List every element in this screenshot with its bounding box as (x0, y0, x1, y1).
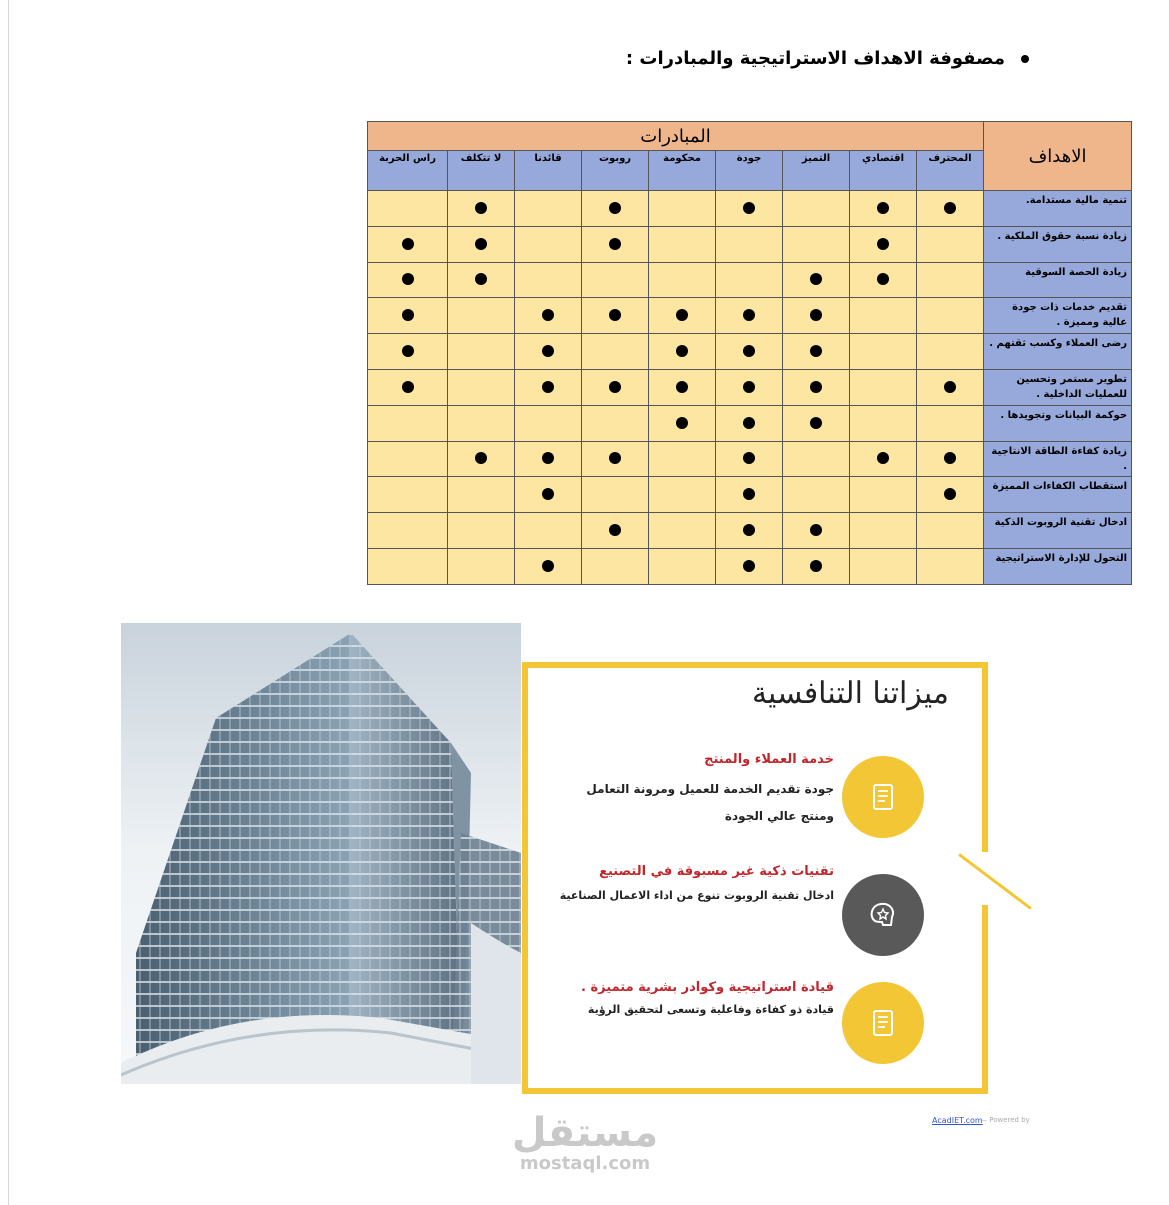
dot-marker (609, 524, 621, 536)
matrix-cell (582, 477, 649, 513)
section-heading (626, 48, 1029, 69)
matrix-cell (716, 405, 783, 441)
matrix-cell (649, 369, 716, 405)
matrix-cell (649, 298, 716, 334)
dot-marker (609, 309, 621, 321)
matrix-cell (716, 477, 783, 513)
feature-desc-3: قيادة ذو كفاءة وفاعلية وتسعى لتحقيق الرؤية (587, 1003, 834, 1016)
dot-marker (810, 273, 822, 285)
matrix-row (368, 262, 1132, 298)
matrix-cell (368, 369, 448, 405)
matrix-cell (917, 226, 984, 262)
dot-marker (877, 202, 889, 214)
goals-initiatives-matrix (367, 121, 1132, 585)
matrix-cell (850, 513, 917, 549)
matrix-row (368, 191, 1132, 227)
goal-label: حوكمة البيانات وتجويدها . (984, 405, 1132, 441)
initiative-column-header: المحترف (917, 151, 984, 191)
dot-marker (475, 273, 487, 285)
dot-marker (810, 309, 822, 321)
matrix-cell (448, 477, 515, 513)
matrix-cell (917, 441, 984, 477)
dot-marker (542, 452, 554, 464)
matrix-cell (368, 548, 448, 584)
matrix-cell (850, 405, 917, 441)
feature-circle-3 (842, 982, 924, 1064)
matrix-cell (917, 369, 984, 405)
matrix-cell (783, 226, 850, 262)
watermark (510, 1112, 660, 1174)
dot-marker (475, 202, 487, 214)
dot-marker (676, 309, 688, 321)
page-edge (8, 0, 9, 1205)
initiative-column-header: لا تتكلف (448, 151, 515, 191)
dot-marker (542, 309, 554, 321)
matrix-cell (649, 548, 716, 584)
matrix-cell (783, 477, 850, 513)
matrix-cell (783, 334, 850, 370)
matrix-cell (448, 513, 515, 549)
dot-marker (676, 381, 688, 393)
matrix-cell (582, 262, 649, 298)
frame-accent-bottom (982, 905, 988, 1088)
matrix-cell (448, 262, 515, 298)
matrix-cell (448, 191, 515, 227)
matrix-cell (917, 334, 984, 370)
initiative-column-header: اقتصادي (850, 151, 917, 191)
matrix-cell (850, 441, 917, 477)
matrix-cell (515, 477, 582, 513)
matrix-cell (917, 298, 984, 334)
matrix-row (368, 226, 1132, 262)
matrix-row (368, 369, 1132, 405)
goal-label: زيادة الحصة السوقية (984, 262, 1132, 298)
dot-marker (877, 452, 889, 464)
feature-circle-2 (842, 874, 924, 956)
matrix-row (368, 441, 1132, 477)
dot-marker (877, 238, 889, 250)
goal-label: زيادة نسبة حقوق الملكية . (984, 226, 1132, 262)
feature-desc-1: جودة تقديم الخدمة للعميل ومرونة التعامل ومنتج عالي الجودة (586, 782, 834, 823)
matrix-cell (917, 262, 984, 298)
goal-label: استقطاب الكفاءات المميزة (984, 477, 1132, 513)
document-icon (863, 1003, 903, 1043)
footer-credit: — Powered by (980, 1116, 1030, 1124)
matrix-cell (448, 369, 515, 405)
matrix-cell (783, 369, 850, 405)
dot-marker (743, 309, 755, 321)
dot-marker (877, 273, 889, 285)
dot-marker (743, 202, 755, 214)
matrix-cell (582, 369, 649, 405)
matrix-row (368, 513, 1132, 549)
goal-label: زيادة كفاءة الطاقة الانتاجية . (984, 441, 1132, 477)
slide-title: ميزاتنا التنافسية (751, 676, 949, 711)
matrix-cell (783, 298, 850, 334)
dot-marker (609, 202, 621, 214)
matrix-cell (917, 191, 984, 227)
matrix-row (368, 477, 1132, 513)
dot-marker (475, 452, 487, 464)
initiative-column-header: جودة (716, 151, 783, 191)
dot-marker (402, 238, 414, 250)
matrix-cell (716, 369, 783, 405)
matrix-cell (649, 513, 716, 549)
matrix-cell (850, 369, 917, 405)
matrix-cell (649, 334, 716, 370)
matrix-cell (368, 191, 448, 227)
dot-marker (609, 452, 621, 464)
matrix-cell (783, 513, 850, 549)
matrix-cell (448, 548, 515, 584)
matrix-cell (515, 226, 582, 262)
matrix-cell (515, 548, 582, 584)
matrix-cell (850, 226, 917, 262)
matrix-cell (368, 298, 448, 334)
dot-marker (402, 345, 414, 357)
watermark-logo: مستقل (511, 1110, 659, 1156)
matrix-cell (850, 334, 917, 370)
matrix-cell (716, 226, 783, 262)
watermark-url: mostaql.com (519, 1153, 651, 1174)
matrix-cell (917, 405, 984, 441)
dot-marker (676, 345, 688, 357)
dot-marker (810, 345, 822, 357)
dot-marker (743, 381, 755, 393)
goal-label: تطوير مستمر وتحسين للعمليات الداخلية . (984, 369, 1132, 405)
dot-marker (542, 560, 554, 572)
matrix-cell (649, 441, 716, 477)
matrix-cell (368, 226, 448, 262)
matrix-cell (515, 369, 582, 405)
matrix-cell (448, 334, 515, 370)
matrix-cell (448, 405, 515, 441)
matrix-cell (582, 298, 649, 334)
dot-marker (609, 381, 621, 393)
matrix-cell (716, 298, 783, 334)
dot-marker (475, 238, 487, 250)
dot-marker (743, 560, 755, 572)
dot-marker (542, 345, 554, 357)
bullet-icon (1021, 55, 1029, 63)
initiative-column-header: قائدنا (515, 151, 582, 191)
footer-link[interactable]: AcadIET.com (932, 1116, 983, 1125)
feature-title-1: خدمة العملاء والمنتج (704, 752, 834, 767)
matrix-cell (448, 226, 515, 262)
matrix-cell (716, 548, 783, 584)
dot-marker (743, 524, 755, 536)
dot-marker (402, 381, 414, 393)
matrix-cell (917, 548, 984, 584)
matrix-cell (783, 405, 850, 441)
matrix-cell (649, 226, 716, 262)
dot-marker (743, 417, 755, 429)
matrix-cell (515, 405, 582, 441)
matrix-cell (850, 298, 917, 334)
feature-title-2: تقنيات ذكية غير مسبوقة في التصنيع (599, 864, 834, 879)
dot-marker (810, 417, 822, 429)
goal-label: تنمية مالية مستدامة. (984, 191, 1132, 227)
dot-marker (810, 560, 822, 572)
building-photo (121, 623, 521, 1084)
goal-label: ادخال تقنية الروبوت الذكية (984, 513, 1132, 549)
document-icon (863, 777, 903, 817)
matrix-cell (649, 191, 716, 227)
matrix-cell (368, 334, 448, 370)
feature-desc-2: ادخال تقنية الروبوت تنوع من اداء الاعمال الصناعية (559, 889, 834, 902)
dot-marker (542, 381, 554, 393)
dot-marker (810, 524, 822, 536)
matrix-cell (783, 441, 850, 477)
dot-marker (676, 417, 688, 429)
matrix-cell (850, 191, 917, 227)
feature-circle-1 (842, 756, 924, 838)
matrix-cell (448, 298, 515, 334)
matrix-cell (783, 262, 850, 298)
matrix-cell (917, 513, 984, 549)
brain-icon (863, 895, 903, 935)
dot-marker (402, 273, 414, 285)
dot-marker (810, 381, 822, 393)
initiative-column-header: روبوت (582, 151, 649, 191)
matrix-cell (582, 226, 649, 262)
dot-marker (944, 452, 956, 464)
dot-marker (944, 488, 956, 500)
matrix-cell (515, 441, 582, 477)
initiative-column-header: راس الحربة (368, 151, 448, 191)
matrix-row (368, 405, 1132, 441)
matrix-cell (515, 334, 582, 370)
matrix-cell (716, 513, 783, 549)
matrix-cell (716, 334, 783, 370)
matrix-cell (716, 262, 783, 298)
matrix-cell (582, 405, 649, 441)
matrix-row (368, 334, 1132, 370)
matrix-cell (582, 191, 649, 227)
dot-marker (542, 488, 554, 500)
matrix-row (368, 298, 1132, 334)
matrix-cell (582, 334, 649, 370)
matrix-cell (515, 262, 582, 298)
matrix-cell (716, 191, 783, 227)
goal-label: رضى العملاء وكسب ثقتهم . (984, 334, 1132, 370)
dot-marker (609, 238, 621, 250)
dot-marker (944, 381, 956, 393)
matrix-cell (368, 262, 448, 298)
feature-title-3: قيادة استراتيجية وكوادر بشرية متميزة . (581, 980, 834, 995)
matrix-cell (582, 548, 649, 584)
matrix-row (368, 548, 1132, 584)
matrix-cell (850, 548, 917, 584)
matrix-cell (368, 441, 448, 477)
matrix-cell (783, 548, 850, 584)
goals-header: الاهداف (984, 122, 1132, 191)
matrix-cell (515, 513, 582, 549)
matrix-cell (649, 262, 716, 298)
goal-label: التحول للإدارة الاستراتيجية (984, 548, 1132, 584)
matrix-cell (716, 441, 783, 477)
matrix-cell (368, 513, 448, 549)
matrix-cell (582, 441, 649, 477)
matrix-cell (368, 477, 448, 513)
frame-accent-top (982, 662, 988, 852)
matrix-cell (515, 298, 582, 334)
matrix-cell (649, 477, 716, 513)
dot-marker (743, 488, 755, 500)
heading-text: مصفوفة الاهداف الاستراتيجية والمبادرات : (625, 48, 1005, 69)
dot-marker (743, 452, 755, 464)
matrix-cell (515, 191, 582, 227)
matrix-cell (582, 513, 649, 549)
matrix-cell (448, 441, 515, 477)
goal-label: تقديم خدمات ذات جودة عالية ومميزة . (984, 298, 1132, 334)
dot-marker (402, 309, 414, 321)
matrix-cell (917, 477, 984, 513)
matrix-cell (368, 405, 448, 441)
dot-marker (944, 202, 956, 214)
initiatives-header: المبادرات (368, 122, 984, 151)
dot-marker (743, 345, 755, 357)
initiative-column-header: التميز (783, 151, 850, 191)
matrix-cell (783, 191, 850, 227)
matrix-cell (850, 262, 917, 298)
matrix-cell (850, 477, 917, 513)
initiative-column-header: محكومة (649, 151, 716, 191)
matrix-cell (649, 405, 716, 441)
